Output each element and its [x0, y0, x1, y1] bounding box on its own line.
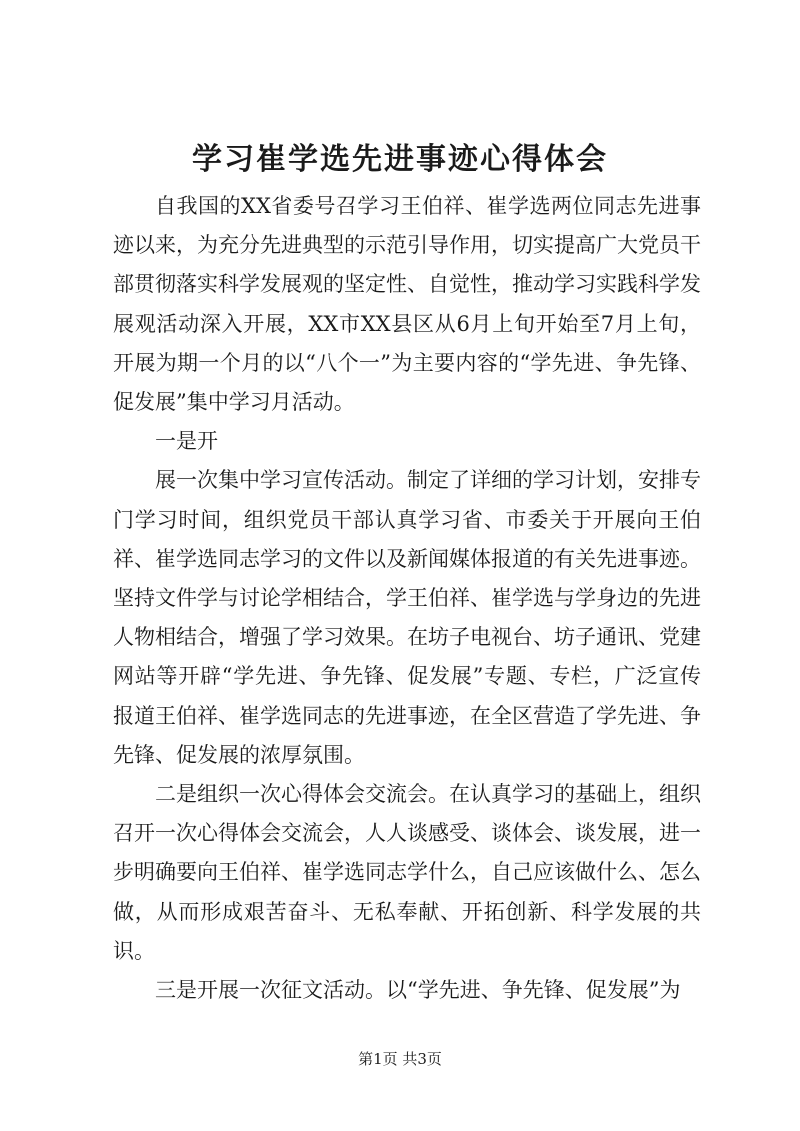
document-title: 学习崔学选先进事迹心得体会	[192, 142, 608, 177]
page-number-footer: 第1页 共3页	[358, 1050, 442, 1068]
paragraph-item-two: 二是组织一次心得体会交流会。在认真学习的基础上，组织召开一次心得体会交流会，人人谈感受、谈体会、谈发展，进一步明确要向王伯祥、崔学选同志学什么，自己应该做什么、怎么做，从而形成艰苦奋斗、无私奉献、开拓创新、科学发展的共识。	[113, 782, 701, 963]
paragraph-item-three: 三是开展一次征文活动。以“学先进、争先锋、促发展”为	[155, 978, 681, 1003]
document-body	[113, 187, 701, 1010]
paragraph-item-one-heading: 一是开	[155, 429, 218, 454]
paragraph-item-one: 展一次集中学习宣传活动。制定了详细的学习计划，安排专门学习时间，组织党员干部认真学习省、市委关于开展向王伯祥、崔学选同志学习的文件以及新闻媒体报道的有关先进事迹。坚持文件学与讨论学相结合，学王伯祥、崔学选与学身边的先进人物相结合，增强了学习效果。在坊子电视台、坊子通讯、党建网站等开辟“学先进、争先锋、促发展”专题、专栏，广泛宣传报道王伯祥、崔学选同志的先进事迹，在全区营造了学先进、争先锋、促发展的浓厚氛围。	[113, 468, 701, 767]
paragraph-intro: 自我国的XX省委号召学习王伯祥、崔学选两位同志先进事迹以来，为充分先进典型的示范引导作用，切实提高广大党员干部贯彻落实科学发展观的坚定性、自觉性，推动学习实践科学发展观活动深入开展，XX市XX县区从6月上旬开始至7月上旬，开展为期一个月的以“八个一”为主要内容的“学先进、争先锋、促发展”集中学习月活动。	[113, 194, 701, 415]
